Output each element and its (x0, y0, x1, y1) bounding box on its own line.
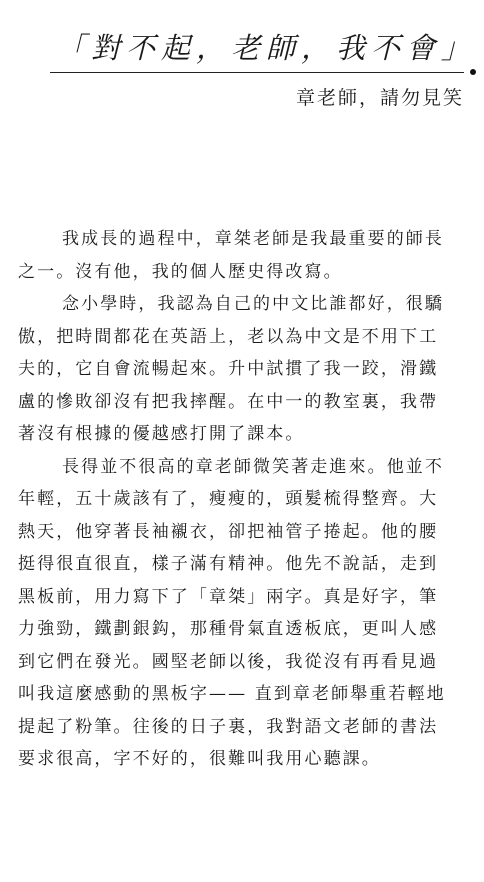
text-line: 夫的，它自會流暢起來。升中試摜了我一跤，滑鐵 (18, 359, 439, 379)
text-line: 長得並不很高的章老師微笑著走進來。他並不 (62, 456, 444, 477)
chapter-title: 「對不起，老師，我不會」 (56, 31, 477, 65)
text-line: 力強勁，鐵劃銀鈎，那種骨氣直透板底，更叫人感 (18, 619, 439, 639)
text-line: 提起了粉筆。往後的日子裏，我對語文老師的書法 (18, 716, 439, 737)
text-line: 到它們在發光。國堅老師以後，我從沒有再看見過 (18, 651, 439, 672)
text-line: 傲，把時間都花在英語上，老以為中文是不用下工 (18, 326, 439, 347)
chapter-subtitle: 章老師，請勿見笑 (295, 87, 464, 109)
text-line: 之一。沒有他，我的個人歷史得改寫。 (18, 261, 343, 282)
text-line: 盧的慘敗卻沒有把我摔醒。在中一的教室裏，我帶 (18, 391, 439, 412)
text-line: 著沒有根據的優越感打開了課本。 (18, 424, 305, 444)
text-line: 年輕，五十歲該有了，瘦瘦的，頭髮梳得整齊。大 (18, 489, 439, 509)
body-text (18, 223, 468, 776)
text-line: 叫我這麼感動的黑板字—— 直到章老師舉重若輕地 (18, 684, 446, 704)
text-line: 黑板前，用力寫下了「章桀」兩字。真是好字，筆 (18, 586, 439, 607)
text-line: 要求很高，字不好的，很難叫我用心聽課。 (18, 749, 381, 769)
text-line: 熱天，他穿著長袖襯衣，卻把袖管子捲起。他的腰 (18, 521, 439, 542)
text-line: 挺得很直很直，樣子滿有精神。他先不說話，走到 (18, 554, 439, 574)
text-line: 念小學時，我認為自己的中文比誰都好，很驕 (62, 294, 444, 314)
title-dot-ornament (470, 69, 476, 75)
text-line: 我成長的過程中，章桀老師是我最重要的師長 (62, 229, 444, 249)
title-underline (50, 72, 464, 73)
